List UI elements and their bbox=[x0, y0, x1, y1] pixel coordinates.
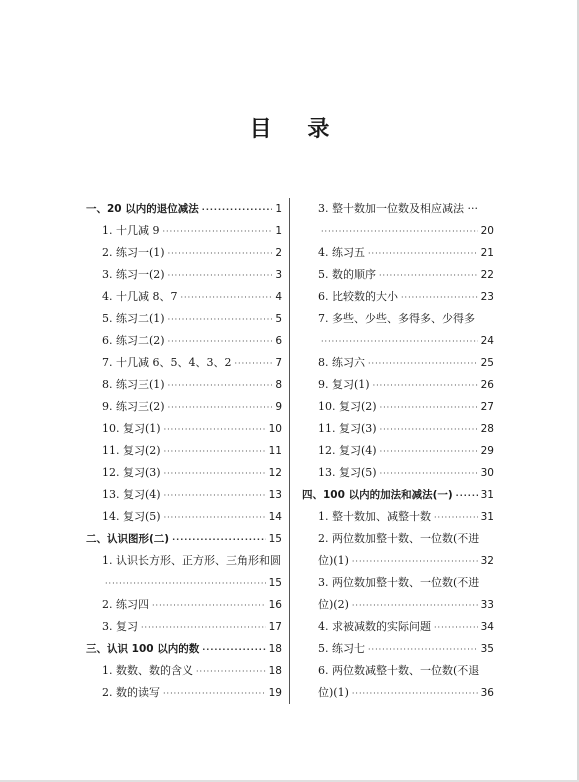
toc-entry-label: 3. 整十数加一位数及相应减法 ··· bbox=[318, 202, 478, 215]
toc-entry-label: 1. 数数、数的含义 bbox=[102, 664, 193, 677]
toc-entry-label: 5. 数的顺序 bbox=[318, 268, 376, 281]
toc-entry-label: 6. 比较数的大小 bbox=[318, 290, 398, 303]
toc-entry[interactable] bbox=[302, 286, 494, 308]
toc-entry[interactable] bbox=[302, 418, 494, 440]
toc-entry[interactable] bbox=[86, 440, 282, 462]
toc-entry[interactable] bbox=[86, 572, 282, 594]
toc-page-number: 14 bbox=[268, 511, 282, 523]
toc-entry-label: 7. 多些、少些、多得多、少得多 bbox=[318, 312, 475, 325]
dot-leader bbox=[352, 683, 478, 705]
dot-leader bbox=[168, 265, 273, 287]
toc-entry-label: 二、认识图形(二) bbox=[86, 533, 170, 545]
toc-entry-label: 14. 复习(5) bbox=[102, 510, 161, 523]
dot-leader bbox=[379, 265, 478, 287]
toc-entry[interactable] bbox=[302, 550, 494, 572]
toc-page-number: 6 bbox=[275, 335, 282, 347]
dot-leader bbox=[434, 507, 478, 529]
toc-page-number: 30 bbox=[480, 467, 494, 479]
toc-entry-label: 位)(1) bbox=[318, 686, 349, 699]
toc-entry[interactable] bbox=[302, 528, 494, 550]
toc-entry-label: 8. 练习六 bbox=[318, 356, 365, 369]
toc-entry[interactable] bbox=[86, 616, 282, 638]
toc-page-number: 2 bbox=[275, 247, 282, 259]
toc-entry[interactable] bbox=[302, 594, 494, 616]
toc-page-number: 16 bbox=[268, 599, 282, 611]
dot-leader bbox=[196, 661, 266, 683]
toc-entry-label: 12. 复习(3) bbox=[102, 466, 161, 479]
toc-entry[interactable] bbox=[86, 396, 282, 418]
toc-section-entry[interactable] bbox=[302, 484, 494, 506]
toc-entry-label: 4. 练习五 bbox=[318, 246, 365, 259]
toc-entry-label: 2. 练习一(1) bbox=[102, 246, 165, 259]
toc-entry-label: 6. 两位数减整十数、一位数(不退 bbox=[318, 664, 480, 677]
dot-leader bbox=[168, 331, 273, 353]
dot-leader bbox=[172, 529, 266, 551]
toc-page-number: 4 bbox=[275, 291, 282, 303]
dot-leader bbox=[164, 485, 266, 507]
dot-leader bbox=[368, 353, 478, 375]
toc-entry-label: 2. 数的读写 bbox=[102, 686, 160, 699]
toc-entry[interactable] bbox=[86, 242, 282, 264]
toc-entry[interactable] bbox=[302, 396, 494, 418]
toc-entry[interactable] bbox=[302, 352, 494, 374]
dot-leader bbox=[352, 595, 478, 617]
dot-leader bbox=[164, 419, 266, 441]
toc-entry[interactable] bbox=[86, 682, 282, 704]
toc-page-number: 27 bbox=[480, 401, 494, 413]
dot-leader bbox=[380, 397, 478, 419]
toc-entry[interactable] bbox=[86, 286, 282, 308]
toc-entry-label: 5. 练习二(1) bbox=[102, 312, 165, 325]
toc-entry[interactable] bbox=[302, 506, 494, 528]
dot-leader bbox=[168, 375, 273, 397]
toc-page-number: 18 bbox=[268, 665, 282, 677]
toc-entry-label: 3. 复习 bbox=[102, 620, 138, 633]
toc-page-number: 9 bbox=[275, 401, 282, 413]
dot-leader bbox=[380, 419, 478, 441]
toc-entry-label: 3. 练习一(2) bbox=[102, 268, 165, 281]
toc-entry-label: 10. 复习(2) bbox=[318, 400, 377, 413]
toc-entry[interactable] bbox=[86, 506, 282, 528]
toc-page-number: 36 bbox=[480, 687, 494, 699]
dot-leader bbox=[168, 397, 273, 419]
toc-entry-label: 三、认识 100 以内的数 bbox=[86, 643, 200, 655]
toc-entry[interactable] bbox=[302, 264, 494, 286]
toc-entry-label: 6. 练习二(2) bbox=[102, 334, 165, 347]
toc-entry[interactable] bbox=[86, 352, 282, 374]
toc-page-number: 31 bbox=[480, 511, 494, 523]
toc-page-number: 19 bbox=[268, 687, 282, 699]
toc-page-number: 23 bbox=[480, 291, 494, 303]
toc-entry-label: 位)(1) bbox=[318, 554, 349, 567]
toc-entry[interactable] bbox=[302, 616, 494, 638]
dot-leader bbox=[368, 639, 478, 661]
page-title: 目 录 bbox=[249, 116, 344, 142]
toc-entry-label: 12. 复习(4) bbox=[318, 444, 377, 457]
toc-column-left bbox=[86, 198, 282, 704]
toc-page-number: 35 bbox=[480, 643, 494, 655]
dot-leader bbox=[368, 243, 478, 265]
toc-entry[interactable] bbox=[86, 264, 282, 286]
toc-page-number: 33 bbox=[480, 599, 494, 611]
dot-leader bbox=[352, 551, 478, 573]
toc-entry[interactable] bbox=[86, 594, 282, 616]
toc-page-number: 18 bbox=[268, 643, 282, 655]
toc-entry-label: 11. 复习(3) bbox=[318, 422, 377, 435]
toc-page-number: 31 bbox=[480, 489, 494, 501]
toc-entry[interactable] bbox=[302, 242, 494, 264]
toc-column-right bbox=[302, 198, 494, 704]
dot-leader bbox=[168, 243, 273, 265]
dot-leader bbox=[373, 375, 478, 397]
toc-page-number: 11 bbox=[268, 445, 282, 457]
toc-entry[interactable] bbox=[86, 418, 282, 440]
toc-entry[interactable] bbox=[86, 220, 282, 242]
toc-entry-label: 7. 十几减 6、5、4、3、2 bbox=[102, 356, 232, 369]
toc-page-number: 17 bbox=[268, 621, 282, 633]
toc-page-number: 26 bbox=[480, 379, 494, 391]
toc-entry[interactable] bbox=[302, 462, 494, 484]
toc-entry[interactable] bbox=[302, 330, 494, 352]
toc-entry[interactable] bbox=[86, 660, 282, 682]
toc-page-number: 29 bbox=[480, 445, 494, 457]
dot-leader bbox=[163, 683, 266, 705]
dot-leader bbox=[202, 199, 273, 221]
dot-leader bbox=[401, 287, 478, 309]
toc-entry-label: 9. 复习(1) bbox=[318, 378, 370, 391]
toc-page-number: 20 bbox=[480, 225, 494, 237]
toc-entry[interactable] bbox=[86, 308, 282, 330]
toc-page-number: 32 bbox=[480, 555, 494, 567]
toc-entry[interactable] bbox=[86, 374, 282, 396]
dot-leader bbox=[164, 463, 266, 485]
toc-page-number: 34 bbox=[480, 621, 494, 633]
dot-leader bbox=[105, 573, 266, 595]
toc-entry[interactable] bbox=[302, 440, 494, 462]
toc-page-number: 1 bbox=[275, 225, 282, 237]
toc-page-number: 10 bbox=[268, 423, 282, 435]
toc-page-number: 28 bbox=[480, 423, 494, 435]
dot-leader bbox=[163, 221, 273, 243]
dot-leader bbox=[321, 331, 478, 353]
toc-page-number: 21 bbox=[480, 247, 494, 259]
toc-entry-label: 9. 练习三(2) bbox=[102, 400, 165, 413]
dot-leader bbox=[434, 617, 478, 639]
dot-leader bbox=[164, 441, 266, 463]
toc-entry[interactable] bbox=[86, 484, 282, 506]
toc-page-number: 15 bbox=[268, 577, 282, 589]
toc-entry-label: 13. 复习(5) bbox=[318, 466, 377, 479]
toc-entry-label: 13. 复习(4) bbox=[102, 488, 161, 501]
toc-entry-label: 2. 两位数加整十数、一位数(不进 bbox=[318, 532, 480, 545]
column-divider bbox=[289, 198, 290, 704]
toc-section-entry[interactable] bbox=[86, 198, 282, 220]
toc-entry-label: 10. 复习(1) bbox=[102, 422, 161, 435]
toc-entry[interactable] bbox=[302, 374, 494, 396]
dot-leader bbox=[164, 507, 266, 529]
toc-entry-label: 2. 练习四 bbox=[102, 598, 149, 611]
toc-page-number: 12 bbox=[268, 467, 282, 479]
toc-entry-label: 位)(2) bbox=[318, 598, 349, 611]
dot-leader bbox=[181, 287, 273, 309]
toc-entry-label: 1. 认识长方形、正方形、三角形和圆 bbox=[102, 554, 281, 567]
toc-entry[interactable] bbox=[302, 308, 494, 330]
dot-leader bbox=[141, 617, 266, 639]
toc-page-number: 15 bbox=[268, 533, 282, 545]
toc-entry[interactable] bbox=[86, 330, 282, 352]
toc-entry-label: 1. 整十数加、减整十数 bbox=[318, 510, 431, 523]
toc-entry-label: 1. 十几减 9 bbox=[102, 224, 160, 237]
toc-entry[interactable] bbox=[302, 682, 494, 704]
toc-section-entry[interactable] bbox=[86, 638, 282, 660]
dot-leader bbox=[152, 595, 266, 617]
toc-entry-label: 四、100 以内的加法和减法(一) bbox=[302, 489, 453, 501]
toc-page-number: 3 bbox=[275, 269, 282, 281]
toc-entry[interactable] bbox=[302, 572, 494, 594]
toc-page-number: 24 bbox=[480, 335, 494, 347]
dot-leader bbox=[380, 441, 478, 463]
toc-entry-label: 4. 十几减 8、7 bbox=[102, 290, 178, 303]
toc-entry[interactable] bbox=[302, 220, 494, 242]
toc-page-number: 7 bbox=[275, 357, 282, 369]
toc-entry[interactable] bbox=[302, 660, 494, 682]
toc-page-number: 22 bbox=[480, 269, 494, 281]
toc-entry[interactable] bbox=[302, 198, 494, 220]
toc-section-entry[interactable] bbox=[86, 528, 282, 550]
dot-leader bbox=[321, 221, 478, 243]
toc-entry-label: 一、20 以内的退位减法 bbox=[86, 203, 199, 215]
dot-leader bbox=[234, 353, 272, 375]
toc-page-number: 8 bbox=[275, 379, 282, 391]
dot-leader bbox=[202, 639, 265, 661]
toc-entry-label: 3. 两位数加整十数、一位数(不进 bbox=[318, 576, 480, 589]
toc-page-number: 5 bbox=[275, 313, 282, 325]
dot-leader bbox=[380, 463, 478, 485]
toc-entry-label: 11. 复习(2) bbox=[102, 444, 161, 457]
toc-entry-label: 4. 求被减数的实际问题 bbox=[318, 620, 431, 633]
toc-page-number: 13 bbox=[268, 489, 282, 501]
toc-entry[interactable] bbox=[86, 550, 282, 572]
toc-entry-label: 5. 练习七 bbox=[318, 642, 365, 655]
toc-page-number: 25 bbox=[480, 357, 494, 369]
dot-leader bbox=[168, 309, 273, 331]
toc-entry-label: 8. 练习三(1) bbox=[102, 378, 165, 391]
toc-entry[interactable] bbox=[302, 638, 494, 660]
toc-page-number: 1 bbox=[275, 203, 282, 215]
dot-leader bbox=[456, 485, 478, 507]
toc-entry[interactable] bbox=[86, 462, 282, 484]
